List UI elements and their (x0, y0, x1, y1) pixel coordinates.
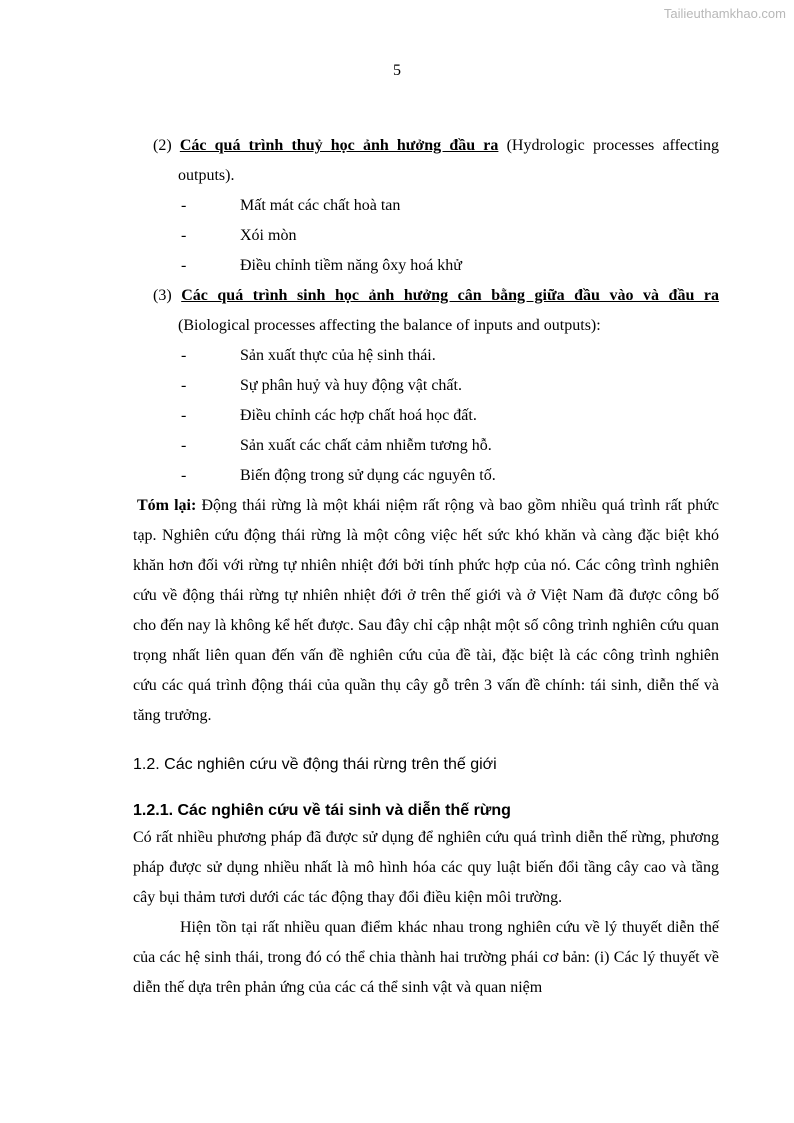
group2-title: Các quá trình thuỷ học ảnh hưởng đầu ra (179, 137, 499, 154)
list-item-text: Điều chỉnh tiềm năng ôxy hoá khử (240, 257, 462, 274)
list-item-text: Xói mòn (240, 227, 297, 244)
group2-heading (133, 131, 719, 161)
list-item (133, 401, 719, 431)
list-item-text: Biến động trong sử dụng các nguyên tố. (240, 467, 496, 484)
list-item (133, 371, 719, 401)
group2-english-part1: (Hydrologic processes affecting (506, 137, 719, 154)
body-paragraph-1: Có rất nhiều phương pháp đã được sử dụng để nghiên cứu quá trình diễn thế rừng, phương pháp được sử dụng nhiều nhất là mô hình hóa các quy luật biến đổi tầng cây cao và tầng cây bụi thảm tươi dưới các tác động thay đổi điều kiện môi trường. (133, 829, 719, 906)
group3-title: Các quá trình sinh học ảnh hưởng cân bằng giữa đầu vào và đầu ra (181, 287, 720, 304)
list-item-text: Sản xuất thực của hệ sinh thái. (240, 347, 436, 364)
watermark: Tailieuthamkhao.com (663, 6, 786, 21)
section-title: 1.2. Các nghiên cứu về động thái rừng trên thế giới (133, 756, 497, 773)
list-item (133, 251, 719, 281)
list-item-text: Mất mát các chất hoà tan (240, 197, 401, 214)
bullet-dash: - (181, 467, 187, 484)
body-paragraph-2: Hiện tồn tại rất nhiều quan điểm khác nhau trong nghiên cứu về lý thuyết diễn thế của các hệ sinh thái, trong đó có thể chia thành hai trường phái cơ bản: (i) Các lý thuyết về diễn thế dựa trên phản ứng của các cá thể sinh vật và quan niệm (133, 919, 719, 996)
list-item-text: Điều chỉnh các hợp chất hoá học đất. (240, 407, 477, 424)
list-item (133, 461, 719, 491)
bullet-dash: - (181, 257, 187, 274)
group3-number: (3) (153, 287, 172, 304)
bullet-dash: - (181, 197, 187, 214)
group3-english: (Biological processes affecting the balance of inputs and outputs): (178, 317, 601, 334)
summary-text: Động thái rừng là một khái niệm rất rộng và bao gồm nhiều quá trình rất phức tạp. Nghiên cứu động thái rừng là một công việc hết sức khó khăn và càng đặc biệt khó khăn hơn đối với rừng tự nhiên nhiệt đới bởi tính phức hợp của nó. Các công trình nghiên cứu về động thái rừng tự nhiên nhiệt đới ở trên thế giới và ở Việt Nam đã được công bố cho đến nay là không kể hết được. Sau đây chỉ cập nhật một số công trình nghiên cứu quan trọng nhất liên quan đến vấn đề nghiên cứu của đề tài, đặc biệt là các công trình nghiên cứu các quá trình động thái của quần thụ cây gỗ trên 3 vấn đề chính: tái sinh, diễn thế và tăng trưởng. (133, 497, 720, 724)
group2-number: (2) (153, 137, 172, 154)
bullet-dash: - (181, 377, 187, 394)
bullet-dash: - (181, 407, 187, 424)
list-item-text: Sản xuất các chất cảm nhiễm tương hỗ. (240, 437, 492, 454)
group2-heading-continued (133, 161, 719, 191)
list-item (133, 431, 719, 461)
group3-heading (133, 281, 719, 311)
subsection-title: 1.2.1. Các nghiên cứu về tái sinh và diễn thế rừng (133, 802, 511, 819)
page-number: 5 (393, 62, 401, 79)
bullet-dash: - (181, 227, 187, 244)
group3-heading-continued (133, 311, 719, 341)
bullet-dash: - (181, 437, 187, 454)
list-item (133, 191, 719, 221)
group2-list (133, 191, 719, 281)
group2-english-part2: outputs). (178, 167, 235, 184)
bullet-dash: - (181, 347, 187, 364)
summary-paragraph (133, 491, 719, 731)
group3-list (133, 341, 719, 491)
page-content (133, 131, 719, 1003)
summary-label: Tóm lại: (137, 497, 197, 514)
list-item-text: Sự phân huỷ và huy động vật chất. (240, 377, 462, 394)
list-item (133, 341, 719, 371)
list-item (133, 221, 719, 251)
